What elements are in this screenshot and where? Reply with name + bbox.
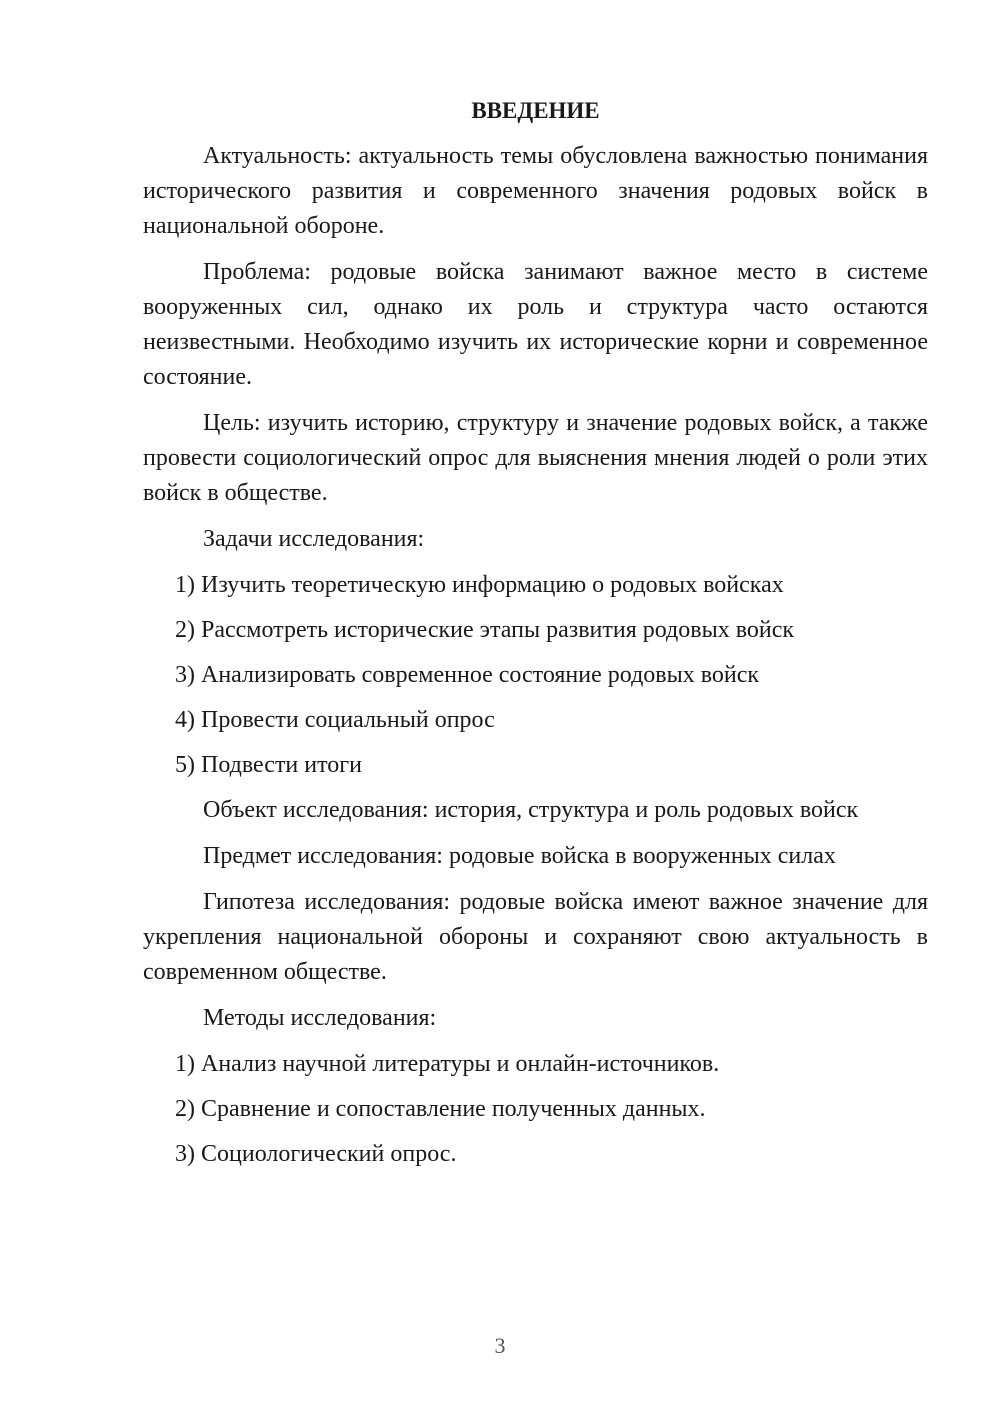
document-title: ВВЕДЕНИЕ <box>471 98 600 123</box>
task-item: 3) Анализировать современное состояние родовых войск <box>175 662 760 688</box>
method-item: 2) Сравнение и сопоставление полученных данных. <box>175 1096 706 1122</box>
tasks-list <box>143 568 928 783</box>
methods-list <box>143 1047 928 1172</box>
page-number: 3 <box>494 1333 506 1358</box>
task-item: 1) Изучить теоретическую информацию о родовых войсках <box>175 572 784 598</box>
method-item: 1) Анализ научной литературы и онлайн-источников. <box>175 1051 720 1077</box>
task-item: 5) Подвести итоги <box>175 752 362 778</box>
goal-paragraph: Цель: изучить историю, структуру и значение родовых войск, а также провести социологический опрос для выяснения мнения людей о роли этих войск в обществе. <box>143 410 928 506</box>
task-item: 4) Провести социальный опрос <box>175 707 495 733</box>
method-item: 3) Социологический опрос. <box>175 1141 457 1167</box>
methods-heading: Методы исследования: <box>203 1005 437 1031</box>
relevance-paragraph: Актуальность: актуальность темы обусловлена важностью понимания исторического развития и современного значения родовых войск в национальной обороне. <box>143 143 928 239</box>
task-item: 2) Рассмотреть исторические этапы развития родовых войск <box>175 617 795 643</box>
object-line: Объект исследования: история, структура и роль родовых войск <box>203 797 859 823</box>
problem-paragraph: Проблема: родовые войска занимают важное место в системе вооруженных сил, однако их роль и структура часто остаются неизвестными. Необходимо изучить их исторические корни и современное состояние. <box>143 259 928 390</box>
tasks-heading: Задачи исследования: <box>203 526 425 552</box>
document-body <box>143 96 928 1182</box>
subject-line: Предмет исследования: родовые войска в вооруженных силах <box>203 843 836 869</box>
hypothesis-paragraph: Гипотеза исследования: родовые войска имеют важное значение для укрепления национальной обороны и сохраняют свою актуальность в современном обществе. <box>143 889 928 985</box>
